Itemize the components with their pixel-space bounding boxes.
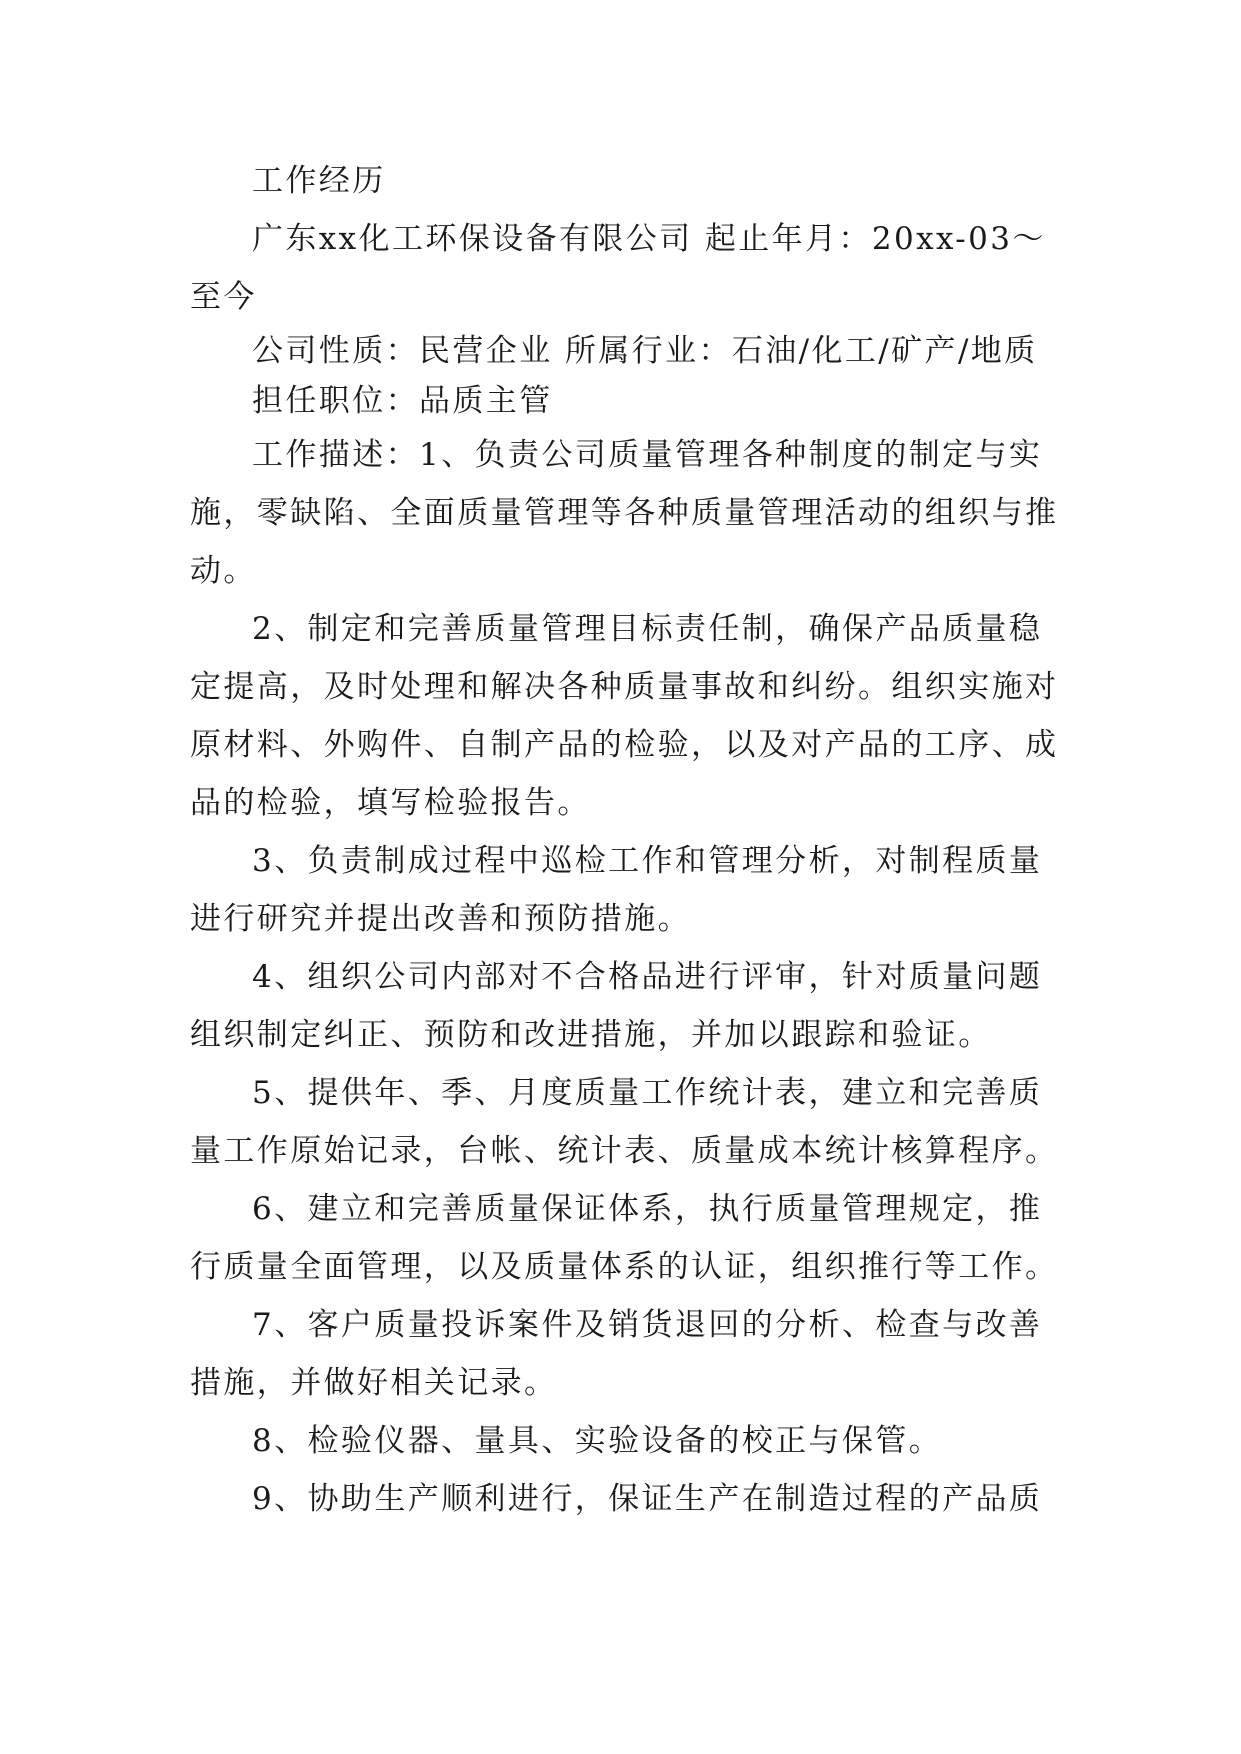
company-and-period: 广东xx化工环保设备有限公司 起止年月：20xx-03～至今 [190,221,1046,315]
work-description-item-9: 9、协助生产顺利进行，保证生产在制造过程的产品质 [252,1481,1043,1517]
work-description-item-4: 4、组织公司内部对不合格品进行评审，针对质量问题组织制定纠正、预防和改进措施，并加以跟踪和验证。 [190,959,1043,1053]
section-heading-work-experience: 工作经历 [252,163,386,199]
job-position: 担任职位：品质主管 [252,383,553,419]
work-description-item-2: 2、制定和完善质量管理目标责任制，确保产品质量稳定提高，及时处理和解决各种质量事故和纠纷。组织实施对原材料、外购件、自制产品的检验，以及对产品的工序、成品的检验，填写检验报告。 [190,611,1059,821]
work-description-item-5: 5、提供年、季、月度质量工作统计表，建立和完善质量工作原始记录，台帐、统计表、质量成本统计核算程序。 [190,1075,1059,1169]
document-body [190,152,1060,1528]
work-description-item-7: 7、客户质量投诉案件及销货退回的分析、检查与改善措施，并做好相关记录。 [190,1307,1043,1401]
work-description-item-1: 工作描述：1、负责公司质量管理各种制度的制定与实施，零缺陷、全面质量管理等各种质量管理活动的组织与推动。 [190,437,1059,589]
work-description-item-3: 3、负责制成过程中巡检工作和管理分析，对制程质量进行研究并提出改善和预防措施。 [190,843,1043,937]
company-nature-industry: 公司性质：民营企业 所属行业：石油/化工/矿产/地质 [252,333,1038,369]
work-description-item-8: 8、检验仪器、量具、实验设备的校正与保管。 [252,1423,943,1459]
work-description-item-6: 6、建立和完善质量保证体系，执行质量管理规定，推行质量全面管理，以及质量体系的认证，组织推行等工作。 [190,1191,1059,1285]
